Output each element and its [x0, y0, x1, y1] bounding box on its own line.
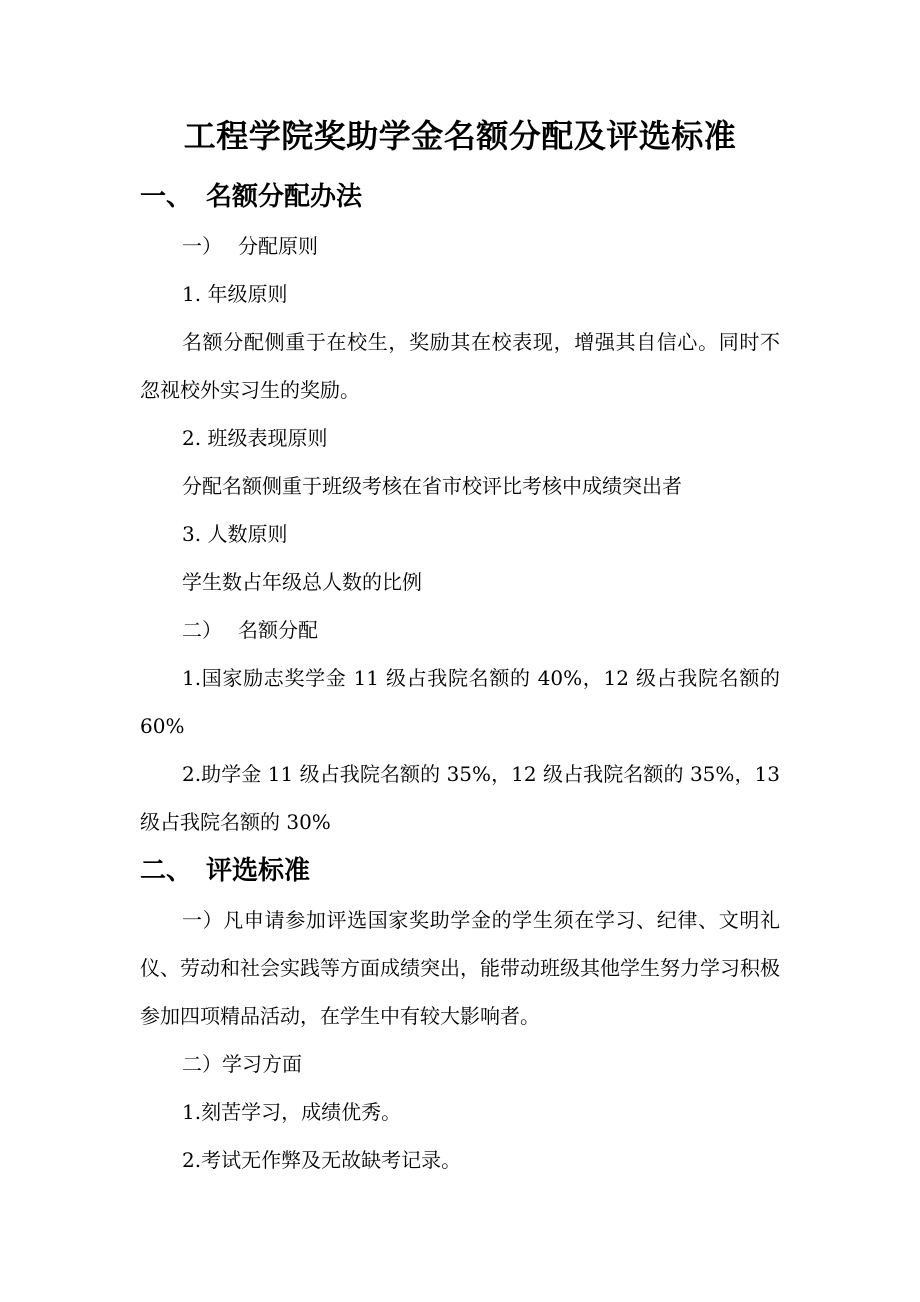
subsection-principles: [140, 222, 780, 270]
paragraph: 2.助学金 11 级占我院名额的 35%，12 级占我院名额的 35%，13 级占我院名额的 30%: [140, 762, 780, 834]
section-heading-allocation: [140, 172, 780, 222]
document-title: 工程学院奖助学金名额分配及评选标准: [183, 117, 737, 155]
paragraph: 1.国家励志奖学金 11 级占我院名额的 40%，12 级占我院名额的 60%: [140, 666, 780, 738]
paragraph: 1. 年级原则: [182, 282, 288, 306]
section-title: 名额分配办法: [206, 182, 363, 212]
paragraph: 二）学习方面: [182, 1052, 302, 1076]
paragraph: 3. 人数原则: [182, 522, 288, 546]
section-heading-criteria: [140, 846, 780, 896]
subsection-marker: 二）: [182, 618, 222, 642]
document-page: [140, 110, 780, 1184]
paragraph: 2.考试无作弊及无故缺考记录。: [182, 1148, 462, 1172]
subsection-title: 名额分配: [238, 618, 318, 642]
paragraph: 一）凡申请参加评选国家奖助学金的学生须在学习、纪律、文明礼仪、劳动和社会实践等方面成绩突出，能带动班级其他学生努力学习积极参加四项精品活动，在学生中有较大影响者。: [140, 908, 780, 1028]
section-number: 一、: [140, 182, 193, 212]
subsection-quota: [140, 606, 780, 654]
paragraph: 学生数占年级总人数的比例: [182, 570, 422, 594]
paragraph: 1.刻苦学习，成绩优秀。: [182, 1100, 402, 1124]
section-title: 评选标准: [206, 856, 311, 886]
paragraph: 名额分配侧重于在校生，奖励其在校表现，增强其自信心。同时不忽视校外实习生的奖励。: [140, 330, 780, 402]
section-number: 二、: [140, 856, 193, 886]
subsection-marker: 一）: [182, 234, 222, 258]
paragraph: 2. 班级表现原则: [182, 426, 328, 450]
paragraph: 分配名额侧重于班级考核在省市校评比考核中成绩突出者: [182, 474, 682, 498]
subsection-title: 分配原则: [238, 234, 318, 258]
